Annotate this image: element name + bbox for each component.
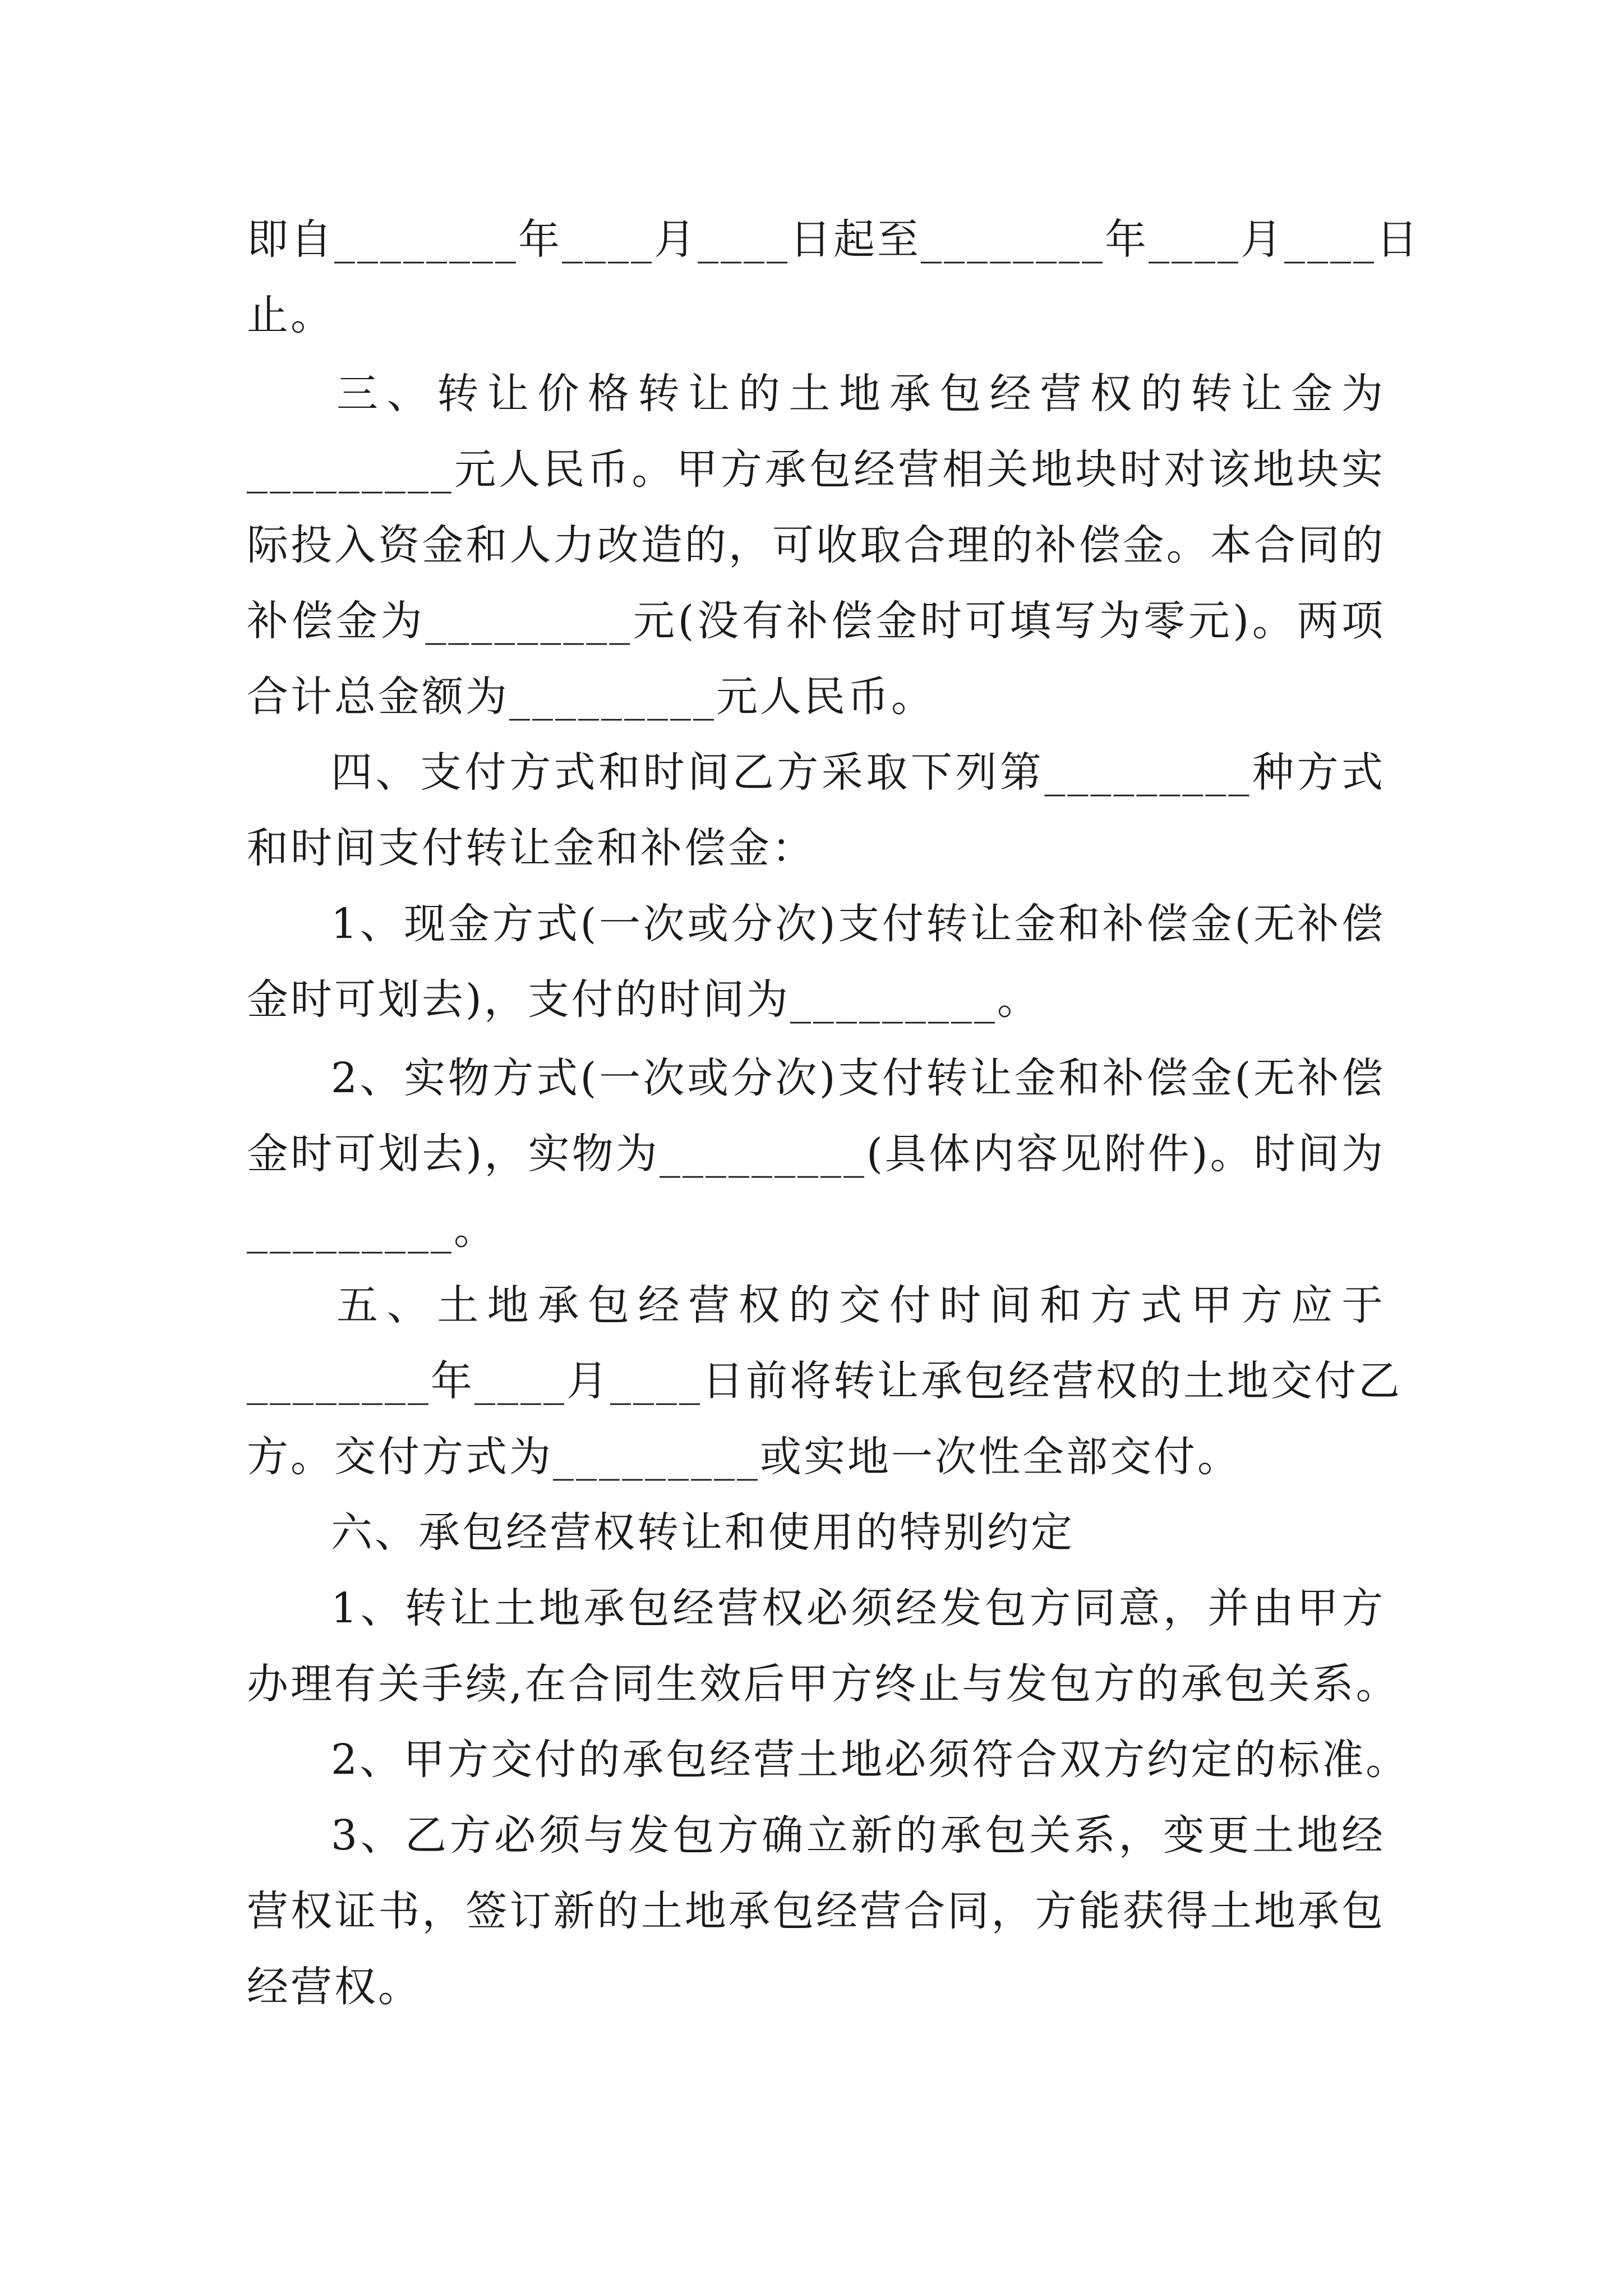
- text-line: 和时间支付转让金和补偿金：: [247, 824, 815, 872]
- list-item: 2、甲方交付的承包经营土地必须符合双方约定的标准。: [331, 1736, 1410, 1784]
- text-line: 合计总金额为_________元人民币。: [247, 673, 935, 721]
- list-item: 3、乙方必须与发包方确立新的承包关系，变更土地经: [331, 1811, 1385, 1860]
- text-line: 金时可划去)，支付的时间为_________。: [247, 976, 1041, 1024]
- text-line: 即自________年____月____日起至________年____月____日: [247, 215, 1420, 264]
- text-line: 方。交付方式为_________或实地一次性全部交付。: [247, 1433, 1241, 1481]
- text-line: 经营权。: [247, 1963, 422, 2011]
- text-line: _________元人民币。甲方承包经营相关地块时对该地块实: [247, 445, 1385, 494]
- section-heading-special: 六、承包经营权转让和使用的特别约定: [331, 1508, 1075, 1557]
- text-line: 营权证书，签订新的土地承包经营合同，方能获得土地承包: [247, 1887, 1385, 1935]
- text-line: 办理有关手续,在合同生效后甲方终止与发包方的承包关系。: [247, 1660, 1400, 1708]
- text-line: 金时可划去)，实物为_________(具体内容见附件)。时间为: [247, 1130, 1385, 1178]
- list-item: 1、现金方式(一次或分次)支付转让金和补偿金(无补偿: [331, 900, 1385, 948]
- section-heading-payment: 四、支付方式和时间乙方采取下列第_________种方式: [331, 748, 1385, 797]
- list-item: 2、实物方式(一次或分次)支付转让金和补偿金(无补偿: [331, 1054, 1385, 1102]
- text-line: _________。: [247, 1205, 497, 1254]
- text-line: 止。: [247, 291, 334, 339]
- text-line: 际投入资金和人力改造的，可收取合理的补偿金。本合同的: [247, 521, 1385, 569]
- section-heading-price: 三、转让价格转让的土地承包经营权的转让金为: [336, 370, 1385, 418]
- text-line: ________年____月____日前将转让承包经营权的土地交付乙: [247, 1357, 1402, 1405]
- section-heading-delivery: 五、土地承包经营权的交付时间和方式甲方应于: [336, 1281, 1385, 1329]
- list-item: 1、转让土地承包经营权必须经发包方同意，并由甲方: [331, 1584, 1385, 1632]
- text-line: 补偿金为_________元(没有补偿金时可填写为零元)。两项: [247, 597, 1385, 645]
